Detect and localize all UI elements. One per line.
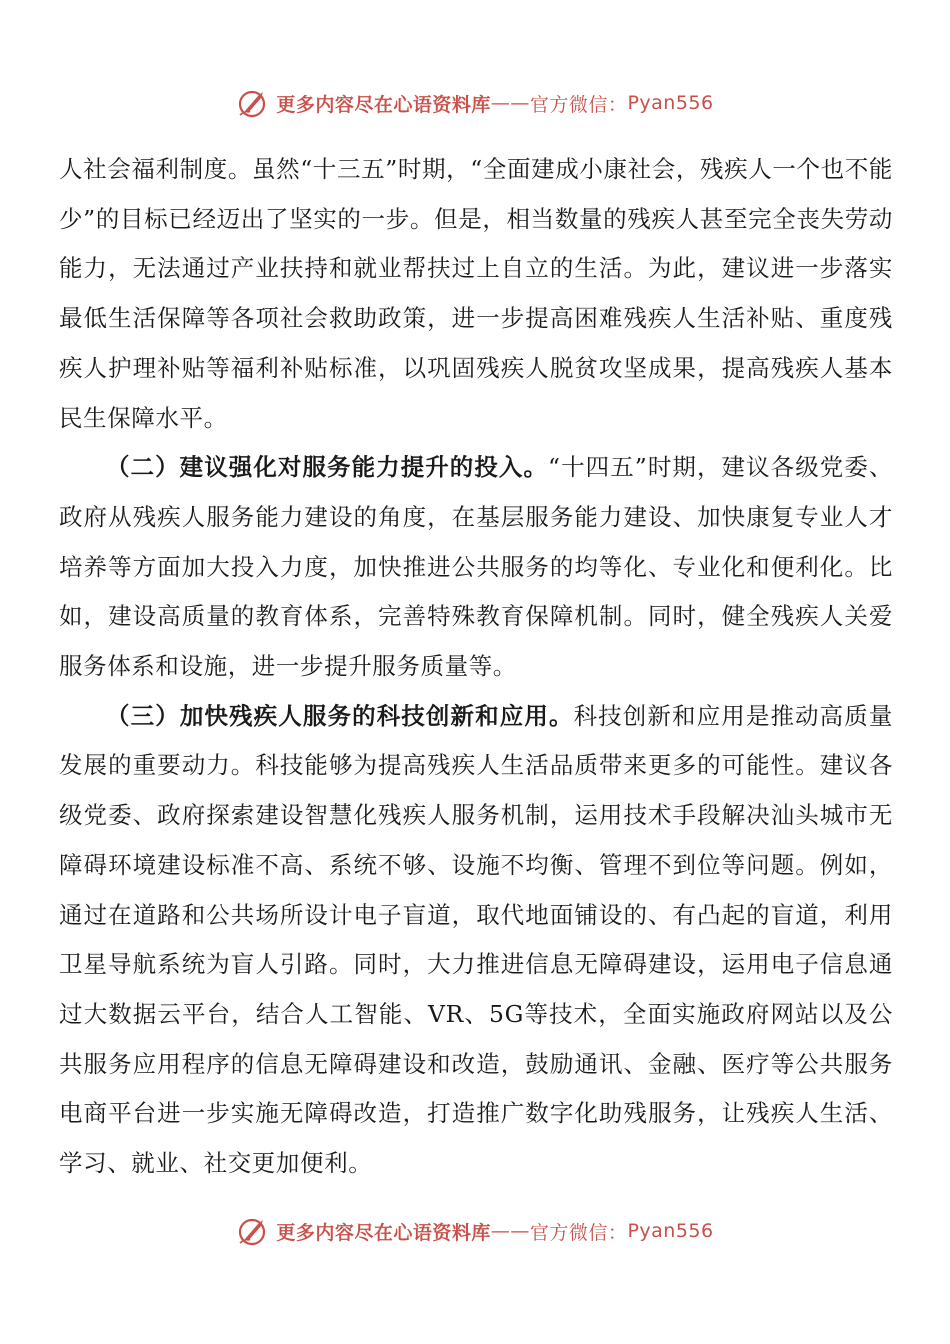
watermark-suffix: 官方微信： [529,93,628,116]
pen-nib-icon [236,86,270,120]
paragraph-2-text: “十四五”时期，建议各级党委、政府从残疾人服务能力建设的角度，在基层服务能力建设、加快康复专业人才培养等方面加大投入力度，加快推进公共服务的均等化、专业化和便利化。比如，建设高质量的教育体系，完善特殊教育保障机制。同时，健全残疾人关爱服务体系和设施，进一步提升服务质量等。 [59,453,893,681]
paragraph-2 [59,443,893,692]
watermark-wechat-id: Pyan556 [627,1220,714,1242]
paragraph-3-text: 科技创新和应用是推动高质量发展的重要动力。科技能够为提高残疾人生活品质带来更多的可能性。建议各级党委、政府探索建设智慧化残疾人服务机制，运用技术手段解决汕头城市无障碍环境建设标准不高、系统不够、设施不均衡、管理不到位等问题。例如，通过在道路和公共场所设计电子盲道，取代地面铺设的、有凸起的盲道，利用卫星导航系统为盲人引路。同时，大力推进信息无障碍建设，运用电子信息通过大数据云平台，结合人工智能、VR、5G等技术，全面实施政府网站以及公共服务应用程序的信息无障碍建设和改造，鼓励通讯、金融、医疗等公共服务电商平台进一步实施无障碍改造，打造推广数字化助残服务，让残疾人生活、学习、就业、社交更加便利。 [59,701,893,1178]
pen-nib-icon [236,1214,270,1248]
paragraph-2-heading: （二）建议强化对服务能力提升的投入。 [106,453,549,482]
watermark-separator: —— [490,1220,530,1242]
paragraph-1 [59,145,893,443]
header-watermark [0,83,950,123]
paragraph-1-text: 人社会福利制度。虽然“十三五”时期，“全面建成小康社会，残疾人一个也不能少”的目标已经迈出了坚实的一步。但是，相当数量的残疾人甚至完全丧失劳动能力，无法通过产业扶持和就业帮扶过上自立的生活。为此，建议进一步落实最低生活保障等各项社会救助政策，进一步提高困难残疾人生活补贴、重度残疾人护理补贴等福利补贴标准，以巩固残疾人脱贫攻坚成果，提高残疾人基本民生保障水平。 [59,155,893,432]
watermark-main-text: 更多内容尽在心语资料库 [276,93,491,116]
footer-watermark [0,1211,950,1251]
watermark-suffix: 官方微信： [529,1221,628,1244]
watermark-separator: —— [490,92,530,114]
paragraph-3 [59,692,893,1189]
watermark-main-text: 更多内容尽在心语资料库 [276,1221,491,1244]
watermark-wechat-id: Pyan556 [627,92,714,114]
document-body [59,145,893,1189]
paragraph-3-heading: （三）加快残疾人服务的科技创新和应用。 [106,701,574,730]
